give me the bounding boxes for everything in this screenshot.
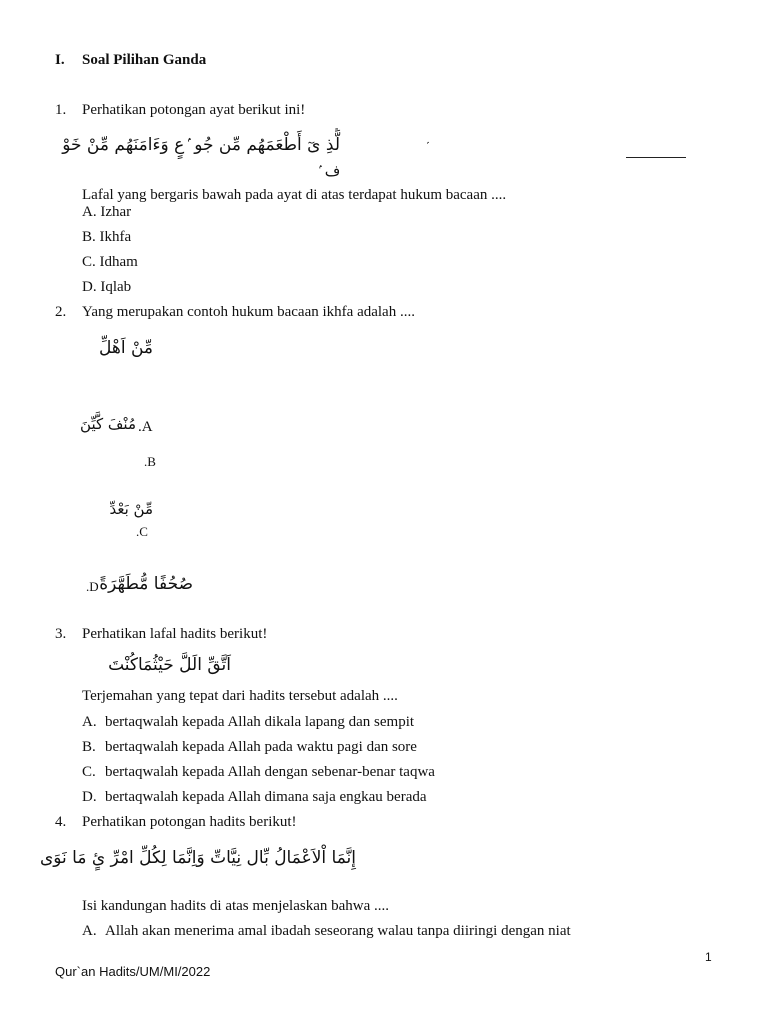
q2-number: 2. [55,304,67,320]
q2-option-a-label: .A [138,419,153,435]
q1-underline-blank [626,157,686,158]
q3-option-d-text: bertaqwalah kepada Allah dimana saja engkau berada [105,789,427,805]
q1-option-b: B. Ikhfa [82,229,132,245]
section-title: Soal Pilihan Ganda [82,52,207,68]
q4-option-a-text: Allah akan menerima amal ibadah seseorang walau tanpa diiringi dengan niat [105,923,571,939]
q3-option-c-letter: C. [82,764,96,780]
q4-option-a-letter: A. [82,923,97,939]
q1-prompt: Perhatikan potongan ayat berikut ini! [82,102,306,118]
q2-option-a-arabic: مُنْفَ كَّيِّنَ [80,415,136,433]
q1-arabic-verse: لَّذِ ىٓ أَطْعَمَهُم مِّن جُو ۢعٍ وَءَامَنَهُم مِّنْ خَوْ [62,135,340,155]
q4-arabic-hadith: إِنَّمَا اْلاَعْمَالُ بِّال نِيَّاتِّ وَاِنَّمَا لِكُلِّ امْرِّ ئٍ مَا نَوَى [39,848,356,868]
q2-option-d-label: .D [86,579,99,594]
q2-arabic-example: مِّنْ اَهْلِّ [98,338,153,358]
q1-question: Lafal yang bergaris bawah pada ayat di atas terdapat hukum bacaan .... [82,187,507,203]
footer-text: Qur`an Hadits/UM/MI/2022 [55,964,211,979]
q2-option-c-label: .C [136,524,148,539]
q3-option-c-text: bertaqwalah kepada Allah dengan sebenar-benar taqwa [105,764,435,780]
q1-option-a: A. Izhar [82,204,132,220]
q3-option-d-letter: D. [82,789,97,805]
section-number: I. [55,52,65,68]
page-number: 1 [705,950,712,964]
q2-option-c-arabic: مِّنْ بَعْدِّ [109,500,153,518]
q2-prompt: Yang merupakan contoh hukum bacaan ikhfa adalah .... [82,304,415,320]
q1-option-c: C. Idham [82,254,138,270]
q3-question: Terjemahan yang tepat dari hadits tersebut adalah .... [82,688,398,704]
q1-option-d: D. Iqlab [82,279,132,295]
q3-option-b-text: bertaqwalah kepada Allah pada waktu pagi dan sore [105,739,417,755]
q3-option-a-text: bertaqwalah kepada Allah dikala lapang dan sempit [105,714,415,730]
q3-number: 3. [55,626,67,642]
q4-prompt: Perhatikan potongan hadits berikut! [82,814,297,830]
q3-arabic-hadith: اَتَّقِّ الَلَّ حَيْثُمَاكُنْتَ [108,655,231,675]
q1-number: 1. [55,102,67,118]
q4-question: Isi kandungan hadits di atas menjelaskan bahwa .... [82,898,390,914]
q1-arabic-underlined-part: ف ۢ [316,162,341,180]
q4-number: 4. [55,814,67,830]
q3-option-b-letter: B. [82,739,96,755]
q2-option-b-label: .B [144,454,156,469]
q3-prompt: Perhatikan lafal hadits berikut! [82,626,268,642]
q2-option-d-arabic: صُحُفًا مُّطَهَّرَةً [99,574,193,594]
q3-option-a-letter: A. [82,714,97,730]
